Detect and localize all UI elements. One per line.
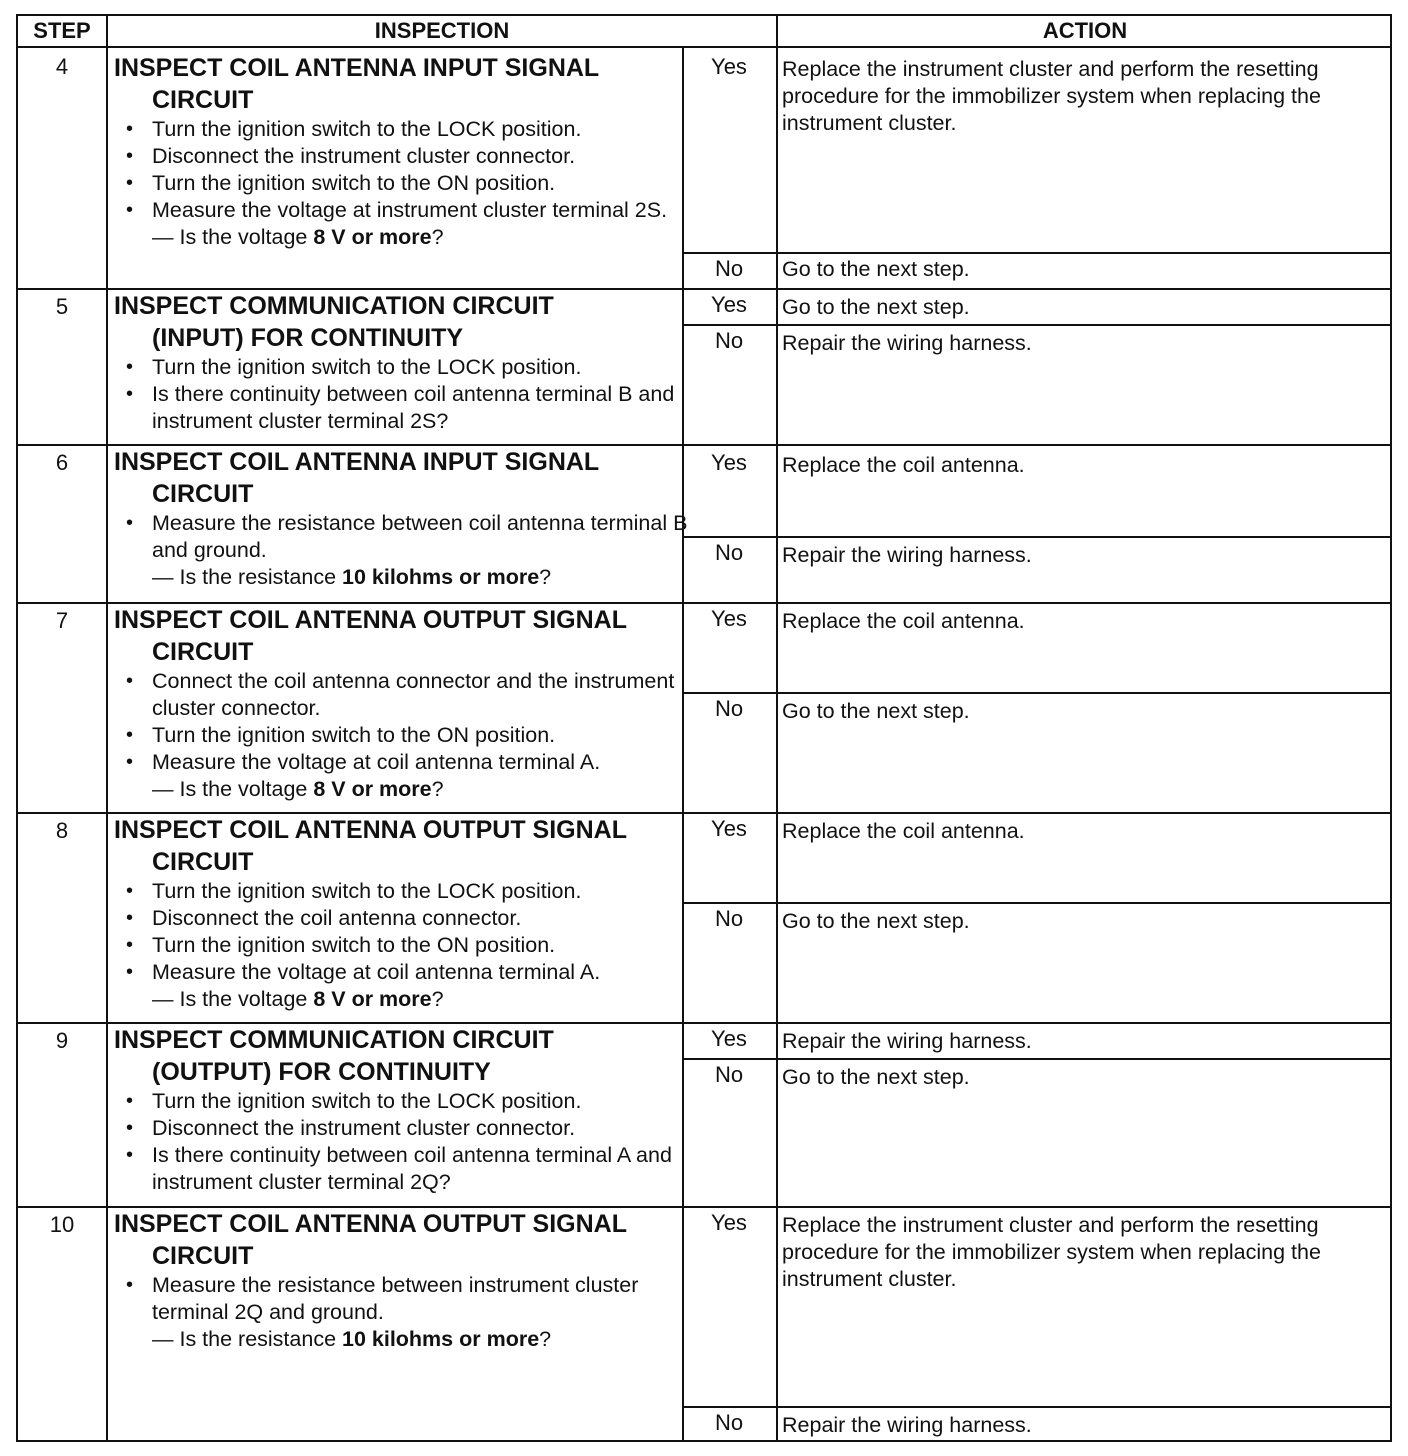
inspection-steps <box>114 1272 688 1326</box>
yes-no-divider <box>682 324 1390 326</box>
inspection-bullet: • Turn the ignition switch to the LOCK position. <box>114 1088 688 1115</box>
inspection-bullet: • Measure the voltage at coil antenna terminal A. <box>114 959 688 986</box>
step-number: 10 <box>49 1212 75 1237</box>
yes-no-divider <box>682 1406 1390 1408</box>
inspection-question: — Is the voltage 8 V or more? <box>152 987 444 1011</box>
no-action: Go to the next step. <box>782 909 970 933</box>
no-action: Repair the wiring harness. <box>782 543 1032 567</box>
header-inspection: INSPECTION <box>374 18 510 43</box>
no-action: Repair the wiring harness. <box>782 331 1032 355</box>
inspection-steps <box>114 354 688 435</box>
step-number: 8 <box>55 818 69 843</box>
inspection-title: INSPECT COIL ANTENNA OUTPUT SIGNAL CIRCUIT <box>114 816 627 876</box>
inspection-steps <box>114 1088 688 1196</box>
yes-action: Replace the instrument cluster and perform the resetting procedure for the immobilizer system when replacing the instrument cluster. <box>782 1213 1321 1291</box>
yes-label: Yes <box>711 292 747 317</box>
inspection-cell <box>114 812 688 1013</box>
inspection-bullet: • Turn the ignition switch to the ON position. <box>114 170 688 197</box>
no-action: Repair the wiring harness. <box>782 1413 1032 1437</box>
inspection-bullet: • Turn the ignition switch to the ON position. <box>114 722 688 749</box>
yes-label: Yes <box>711 1210 747 1235</box>
inspection-question: — Is the voltage 8 V or more? <box>152 777 444 801</box>
yes-label: Yes <box>711 1026 747 1051</box>
yes-action: Replace the coil antenna. <box>782 819 1025 843</box>
yes-no-divider <box>682 1058 1390 1060</box>
inspection-title: INSPECT COIL ANTENNA INPUT SIGNAL CIRCUIT <box>114 448 600 508</box>
inspection-title: INSPECT COIL ANTENNA OUTPUT SIGNAL CIRCUIT <box>114 1210 627 1270</box>
header-divider <box>18 46 1390 48</box>
yes-action: Go to the next step. <box>782 295 970 319</box>
inspection-bullet: • Connect the coil antenna connector and the instrument cluster connector. <box>114 668 688 722</box>
step-number: 6 <box>55 450 69 475</box>
no-action: Go to the next step. <box>782 1065 970 1089</box>
column-divider-step <box>106 16 108 1440</box>
no-label: No <box>714 540 744 565</box>
yes-action: Replace the coil antenna. <box>782 609 1025 633</box>
no-label: No <box>714 1062 744 1087</box>
header-step: STEP <box>33 18 91 43</box>
yes-label: Yes <box>711 606 747 631</box>
inspection-bullet: • Is there continuity between coil antenna terminal B and instrument cluster terminal 2S? <box>114 381 688 435</box>
step-number: 4 <box>55 54 69 79</box>
no-action: Go to the next step. <box>782 699 970 723</box>
no-label: No <box>714 1410 744 1435</box>
column-divider-action <box>776 16 778 1440</box>
inspection-steps <box>114 510 688 564</box>
inspection-bullet: • Disconnect the instrument cluster connector. <box>114 1115 688 1142</box>
step-number: 5 <box>55 294 69 319</box>
inspection-title: INSPECT COIL ANTENNA INPUT SIGNAL CIRCUIT <box>114 54 600 114</box>
inspection-steps <box>114 116 688 224</box>
yes-action: Replace the instrument cluster and perform the resetting procedure for the immobilizer system when replacing the instrument cluster. <box>782 57 1321 135</box>
no-label: No <box>714 328 744 353</box>
inspection-cell <box>114 444 688 591</box>
inspection-bullet: • Measure the resistance between coil antenna terminal B and ground. <box>114 510 688 564</box>
inspection-bullet: • Is there continuity between coil antenna terminal A and instrument cluster terminal 2Q? <box>114 1142 688 1196</box>
inspection-bullet: • Measure the voltage at coil antenna terminal A. <box>114 749 688 776</box>
inspection-title: INSPECT COMMUNICATION CIRCUIT (OUTPUT) FOR CONTINUITY <box>114 1026 554 1086</box>
inspection-steps <box>114 878 688 986</box>
inspection-bullet: • Turn the ignition switch to the LOCK position. <box>114 354 688 381</box>
inspection-bullet: • Disconnect the coil antenna connector. <box>114 905 688 932</box>
inspection-bullet: • Turn the ignition switch to the ON position. <box>114 932 688 959</box>
inspection-title: INSPECT COMMUNICATION CIRCUIT (INPUT) FOR CONTINUITY <box>114 292 554 352</box>
yes-label: Yes <box>711 54 747 79</box>
inspection-cell <box>114 1022 688 1196</box>
no-label: No <box>714 696 744 721</box>
step-number: 9 <box>55 1028 69 1053</box>
yes-action: Repair the wiring harness. <box>782 1029 1032 1053</box>
yes-label: Yes <box>711 816 747 841</box>
inspection-bullet: • Turn the ignition switch to the LOCK position. <box>114 878 688 905</box>
inspection-bullet: • Turn the ignition switch to the LOCK position. <box>114 116 688 143</box>
inspection-title: INSPECT COIL ANTENNA OUTPUT SIGNAL CIRCUIT <box>114 606 627 666</box>
inspection-question: — Is the voltage 8 V or more? <box>152 225 444 249</box>
inspection-cell <box>114 1206 688 1353</box>
no-label: No <box>714 256 744 281</box>
yes-label: Yes <box>711 450 747 475</box>
no-action: Go to the next step. <box>782 257 970 281</box>
inspection-bullet: • Measure the resistance between instrument cluster terminal 2Q and ground. <box>114 1272 688 1326</box>
diagnostic-table <box>16 14 1392 1442</box>
yes-no-divider <box>682 536 1390 538</box>
yes-no-divider <box>682 902 1390 904</box>
header-action: ACTION <box>1042 18 1128 43</box>
step-number: 7 <box>55 608 69 633</box>
inspection-cell <box>114 50 688 251</box>
inspection-question: — Is the resistance 10 kilohms or more? <box>152 1327 552 1351</box>
inspection-cell <box>114 288 688 435</box>
inspection-bullet: • Measure the voltage at instrument cluster terminal 2S. <box>114 197 688 224</box>
inspection-cell <box>114 602 688 803</box>
yes-no-divider <box>682 692 1390 694</box>
inspection-question: — Is the resistance 10 kilohms or more? <box>152 565 552 589</box>
inspection-steps <box>114 668 688 776</box>
yes-action: Replace the coil antenna. <box>782 453 1025 477</box>
inspection-bullet: • Disconnect the instrument cluster connector. <box>114 143 688 170</box>
no-label: No <box>714 906 744 931</box>
